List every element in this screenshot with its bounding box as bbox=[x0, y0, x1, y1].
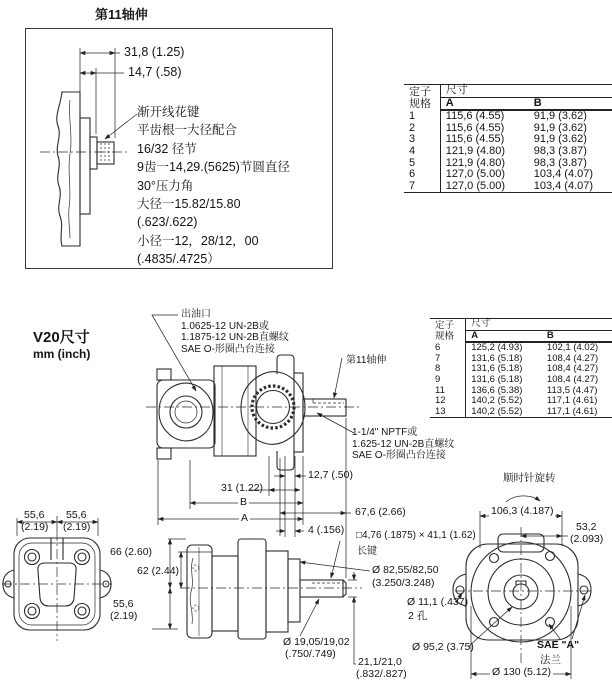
spline-note-line: 大径一15.82/15.80 bbox=[137, 197, 241, 212]
dim-55-6-right-in: (2.19) bbox=[63, 521, 91, 533]
sae-flange-label-cn: 法兰 bbox=[540, 654, 561, 666]
table-row: 11 136,6 (5.38) 113,5 (4.47) bbox=[430, 386, 612, 397]
table2-col-b: B bbox=[542, 330, 612, 342]
spline-note-line: 小径一12，28/12，00 bbox=[137, 233, 259, 248]
spline-note-line: (.4835/.4725） bbox=[137, 252, 220, 267]
page-title: 第11轴伸 bbox=[95, 7, 148, 22]
key-spec: □4,76 (.1875) × 41,1 (1.62) bbox=[356, 530, 476, 541]
dim-14-7: 14,7 (.58) bbox=[128, 65, 182, 79]
dim-19-05: Ø 19,05/19,02 bbox=[283, 636, 350, 648]
table-row: 1 115,6 (4.55) 91,9 (3.62) bbox=[404, 110, 612, 123]
dim-53-2: 53,2 bbox=[576, 521, 597, 533]
table1-spec-header-line2: 规格 bbox=[409, 97, 431, 110]
spline-note-line: 9齿一14,29.(5625)节圆直径 bbox=[137, 160, 290, 175]
dim-67-6: 67,6 (2.66) bbox=[355, 506, 406, 518]
table2-col-a: A bbox=[466, 330, 542, 342]
dim-21-1: 21,1/21,0 bbox=[358, 656, 402, 668]
dim-55-6-left-in: (2.19) bbox=[21, 521, 49, 533]
dim-53-2-in: (2.093) bbox=[570, 533, 604, 545]
spline-note-line: 16/32 径节 bbox=[137, 141, 197, 156]
spline-note-line: 30°压力角 bbox=[137, 178, 194, 193]
table-row: 7 127,0 (5.00) 103,4 (4.07) bbox=[404, 181, 612, 193]
table1-size-header: 尺寸 bbox=[440, 85, 612, 98]
table1-col-a: A bbox=[440, 97, 528, 110]
table2-spec-header-line1: 定子 bbox=[435, 320, 455, 331]
unit-note: mm (inch) bbox=[33, 347, 91, 361]
dim-55-6-bottom: 55,6 bbox=[113, 598, 134, 610]
table1-col-b: B bbox=[529, 97, 612, 110]
table2-spec-header-line2: 规格 bbox=[435, 330, 455, 342]
table-row: 12 140,2 (5.52) 117,1 (4.61) bbox=[430, 396, 612, 407]
table-row: 6 127,0 (5.00) 103,4 (4.07) bbox=[404, 169, 612, 181]
dim-31-1-22: 31 (1.22) bbox=[221, 482, 264, 494]
table-row: 9 131,6 (5.18) 108,4 (4.27) bbox=[430, 375, 612, 386]
dim-55-6-right: 55,6 bbox=[66, 509, 87, 521]
table-row: 2 115,6 (4.55) 91,9 (3.62) bbox=[404, 123, 612, 135]
table-row: 7 131,6 (5.18) 108,4 (4.27) bbox=[430, 354, 612, 365]
dim-55-6-bottom-in: (2.19) bbox=[110, 610, 138, 622]
key-label: 长键 bbox=[357, 546, 377, 557]
dim-11-1: Ø 11,1 (.437) bbox=[407, 596, 469, 608]
dim-31-8: 31,8 (1.25) bbox=[124, 45, 185, 59]
dim-4-156: 4 (.156) bbox=[308, 524, 345, 536]
spline-note-line: (.623/.622) bbox=[137, 215, 198, 230]
spline-note-line: 渐开线花键 bbox=[137, 105, 200, 119]
outlet-port-callout bbox=[181, 309, 289, 355]
table-row: 6 125,2 (4.93) 102,1 (4.02) bbox=[430, 342, 612, 354]
outlet-callout-line: 1.0625-12 UN-2B或 bbox=[181, 320, 269, 332]
dim-82-55-in: (3.250/3.248) bbox=[372, 577, 435, 589]
dim-b-label: B bbox=[240, 496, 248, 508]
outlet-callout-line: 1.1875-12 UN-2B直螺纹 bbox=[181, 332, 289, 344]
stator-table-1 bbox=[404, 84, 612, 193]
inlet-port-callout bbox=[352, 427, 454, 462]
inlet-callout-line: 1.625-12 UN-2B直螺纹 bbox=[352, 438, 455, 450]
stator-table-2 bbox=[430, 318, 612, 418]
dim-11-1-holes: 2 孔 bbox=[408, 610, 428, 622]
table1-spec-header-line1: 定子 bbox=[409, 86, 431, 98]
table-row: 8 131,6 (5.18) 108,4 (4.27) bbox=[430, 364, 612, 375]
dim-62: 62 (2.44) bbox=[137, 565, 180, 577]
dim-21-1-in: (.832/.827) bbox=[356, 668, 407, 680]
dim-95-2: Ø 95,2 (3.75) bbox=[412, 641, 474, 653]
table-row: 13 140,2 (5.52) 117,1 (4.61) bbox=[430, 407, 612, 418]
section-title: V20尺寸 bbox=[33, 329, 90, 346]
dim-12-7-50: 12,7 (.50) bbox=[308, 469, 353, 481]
dim-82-55: Ø 82,55/82,50 bbox=[372, 564, 439, 576]
sae-flange-label: SAE "A" bbox=[537, 639, 580, 651]
shaft-ref-callout: 第11轴伸 bbox=[346, 355, 387, 366]
table-row: 3 115,6 (4.55) 91,9 (3.62) bbox=[404, 134, 612, 146]
inlet-callout-line: 1-1/4" NPTF或 bbox=[352, 427, 418, 438]
table-row: 4 121,9 (4.80) 98,3 (3.87) bbox=[404, 146, 612, 158]
outlet-callout-line: SAE O-形圈凸台连接 bbox=[181, 343, 275, 355]
rotation-note: 顺时针旋转 bbox=[503, 472, 556, 484]
dim-130: Ø 130 (5.12) bbox=[492, 666, 551, 678]
dim-a-label: A bbox=[241, 512, 249, 524]
table-row: 5 121,9 (4.80) 98,3 (3.87) bbox=[404, 158, 612, 170]
front-view-drawing bbox=[2, 516, 112, 641]
dim-66: 66 (2.60) bbox=[110, 546, 153, 558]
dim-19-05-in: (.750/.749) bbox=[285, 648, 336, 660]
dim-55-6-left: 55,6 bbox=[24, 509, 45, 521]
spline-notes bbox=[137, 103, 290, 269]
spline-note-line: 平齿根一大径配合 bbox=[137, 123, 238, 138]
outlet-callout-line: 出油口 bbox=[181, 309, 211, 320]
dim-106-3: 106,3 (4.187) bbox=[491, 505, 554, 517]
table2-size-header: 尺寸 bbox=[466, 319, 612, 331]
shaft-detail-drawing bbox=[40, 48, 137, 246]
inlet-callout-line: SAE O-形圈凸台连接 bbox=[352, 450, 446, 462]
